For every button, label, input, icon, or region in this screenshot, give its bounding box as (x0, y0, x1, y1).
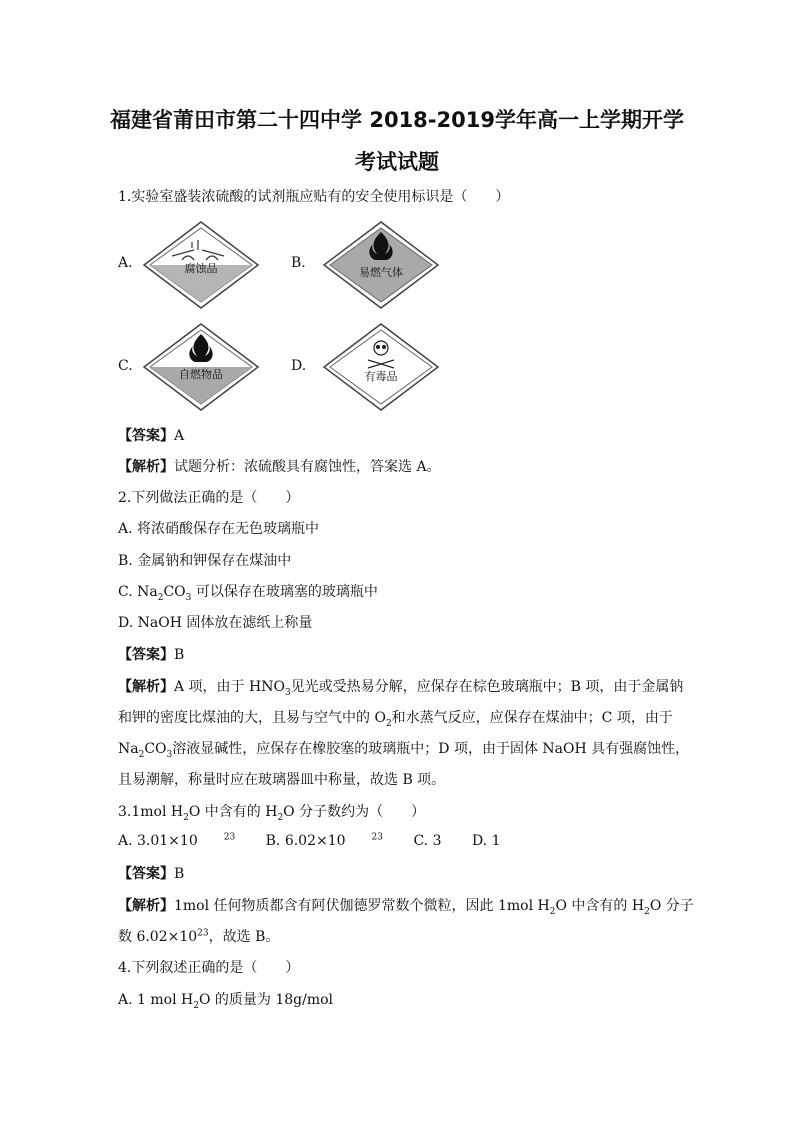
analysis-1: 【解析】试题分析：浓硫酸具有腐蚀性，答案选 A。 (118, 459, 441, 475)
analysis-3-line1: 【解析】1mol 任何物质都含有阿伏伽德罗常数个微粒，因此 1mol $H_2O$ 中含有的 $H_2O$ 分子 (118, 898, 694, 917)
toxic-sign (322, 322, 440, 412)
analysis-2-line1: 【解析】A 项，由于 $HNO_3$见光或受热易分解，应保存在棕色玻璃瓶中；B 项，由于金属钠 (118, 679, 684, 698)
q2-option-b: B. 金属钠和钾保存在煤油中 (118, 553, 292, 569)
option-c-label: C. (118, 358, 133, 374)
spontaneously-combustible-sign (142, 322, 260, 412)
question-4: 4.下列叙述正确的是（ ） (118, 960, 300, 976)
sign-text-a: 腐蚀品 (184, 262, 218, 275)
answer-1: 【答案】A (118, 428, 185, 444)
q3-option-d: D. 1 (471, 832, 501, 849)
page-title-line2: 考试试题 (355, 150, 439, 174)
page-title: 福建省莆田市第二十四中学 2018-2019学年高一上学期开学 (110, 108, 684, 132)
sign-text-d: 有毒品 (364, 370, 398, 383)
analysis-3-line2: 数 $6.02\times 10^{23}$，故选 B。 (118, 928, 280, 945)
q2-option-a: A. 将浓硝酸保存在无色玻璃瓶中 (118, 521, 320, 537)
q2-option-d: D. NaOH 固体放在滤纸上称量 (118, 615, 313, 631)
q3-option-c: C. 3 (413, 832, 442, 849)
q3-option-a: A. 3.01×10 $^{23}$ (118, 832, 236, 849)
q4-option-a: A. 1 mol $H_2O$ 的质量为 18g/mol (118, 992, 334, 1011)
question-1: 1.实验室盛装浓硫酸的试剂瓶应贴有的安全使用标识是（ ） (118, 189, 510, 205)
corrosive-sign (142, 220, 260, 310)
analysis-2-line3: $Na_2CO_3$溶液显碱性，应保存在橡胶塞的玻璃瓶中；D 项，由于固体 NaOH 具有强腐蚀性， (118, 741, 690, 760)
analysis-2-line2: 和钾的密度比煤油的大，且易与空气中的 $O_2$和水蒸气反应，应保存在煤油中；C 项，由于 (118, 710, 673, 729)
option-a-label: A. (118, 255, 133, 271)
sign-text-b: 易燃气体 (359, 266, 403, 279)
flammable-gas-sign (322, 220, 440, 310)
answer-2: 【答案】B (118, 647, 185, 663)
q3-option-b: B. 6.02×10 $^{23}$ (265, 832, 383, 849)
question-3: 3.1mol $H_2O$ 中含有的 $H_2O$ 分子数约为（ ） (118, 804, 426, 823)
option-d-label: D. (291, 358, 307, 374)
question-2: 2.下列做法正确的是（ ） (118, 490, 300, 506)
q2-option-c: C. $Na_2CO_3$ 可以保存在玻璃塞的玻璃瓶中 (118, 584, 378, 603)
option-b-label: B. (291, 255, 306, 271)
sign-text-c: 自燃物品 (179, 368, 223, 381)
answer-3: 【答案】B (118, 866, 185, 882)
analysis-2-line4: 且易潮解，称量时应在玻璃器皿中称量，故选 B 项。 (118, 772, 446, 788)
q3-options (118, 832, 526, 849)
